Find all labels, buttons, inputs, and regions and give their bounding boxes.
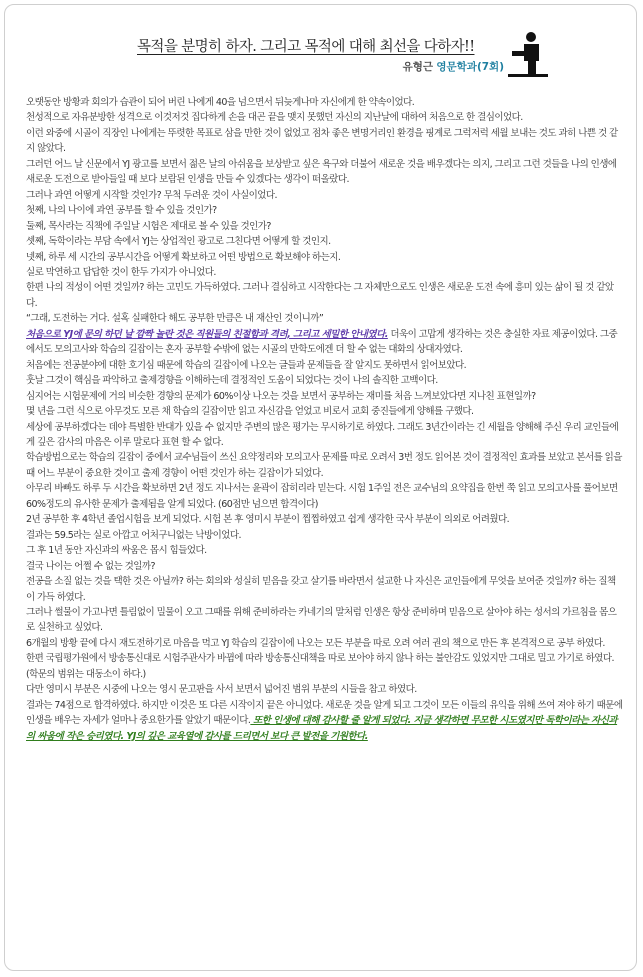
paragraph: 한편 국립평가원에서 방송통신대로 시험주관사가 바뀜에 따라 방송통신대책을 따로 보아야 하지 않나 하는 불안감도 있었지만 그대로 밀고 가기로 하였다.(학문의 범위는 대동소이 하다.) [26, 653, 614, 680]
paragraph: 결과는 59.5라는 실로 아깝고 어처구니없는 낙방이었다. [26, 529, 241, 541]
standing-person-icon [506, 31, 550, 77]
article-frame [4, 4, 637, 971]
paragraph: 그러던 어느 날 신문에서 YJ 광고를 보면서 젊은 날의 아쉬움을 보상받고 싶은 욕구와 더불어 새로운 것을 배우겠다는 의지, 그리고 그런 것들을 나의 인생에 새로운 도전으로 받아들일 때 보다 보람된 인생을 만들 수 있겠다는 생각이 떠올랐다. [26, 158, 617, 186]
paragraph: 다만 영미시 부분은 시중에 나오는 영시 문고판을 사서 보면서 넓어진 범위 부분의 시들을 참고 하였다. [26, 684, 417, 696]
question-item: 넷째, 하루 세 시간의 공부시간을 어떻게 확보하고 어떤 방법으로 확보해야 하는지. [26, 251, 341, 263]
author-department: 영문학과(7회) [436, 61, 504, 73]
question-item: 첫째, 나의 나이에 과연 공부를 할 수 있을 것인가? [26, 205, 217, 217]
paragraph: 2년 공부한 후 4학년 졸업시험을 보게 되었다. 시험 본 후 영미시 부분이 찝찝하였고 쉽게 생각한 국사 부분이 의외로 어려웠다. [26, 514, 510, 526]
paragraph: 훗날 그것이 핵심을 파악하고 출제경향을 이해하는데 결정적인 도움이 되었다는 것이 나의 솔직한 고백이다. [26, 375, 438, 387]
paragraph: 그 후 1년 동안 자신과의 싸움은 몹시 힘들었다. [26, 545, 207, 557]
question-item: 둘째, 목사라는 직책에 주일날 시험은 제대로 볼 수 있을 것인가? [26, 220, 271, 232]
article-header [5, 5, 636, 83]
question-item: 셋째, 독학이라는 부담 속에서 YJ는 상업적인 광고로 그친다면 어떻게 할 것인지. [26, 236, 331, 248]
paragraph: 천성적으로 자유분방한 성격으로 이것저것 집다하게 손을 대곤 끝을 맺지 못했던 자신의 지난날에 대하여 처음으로 한 결심이었다. [26, 112, 523, 124]
author-byline [403, 59, 504, 74]
highlighted-text-green: 또한 인생에 대해 감사할 줄 알게 되었다. 지금 생각하면 무모한 시도였지만 독학이라는 자신과의 싸움에 작은 승리였다. YJ의 깊은 교육열에 감사를 드리면서 보다 큰 발전을 기원한다. [26, 715, 618, 742]
author-name: 유형근 [402, 61, 434, 73]
paragraph-text: 더욱이 고맙게 생각하는 것은 충실한 자료 제공이었다. 그중에서도 모의고사와 학습의 길잡이는 혼자 공부할 수밖에 없는 시골의 만학도에겐 더 할 수 없는 대화의 상대자였다. [26, 328, 618, 356]
paragraph: 심지어는 시험문제에 거의 비슷한 경향의 문제가 60%이상 나오는 것을 보면서 공부하는 재미를 처음 느껴보았다면 지나친 표현일까? [26, 390, 536, 402]
paragraph: 결국 나이는 어쩔 수 없는 것일까? [26, 560, 155, 572]
paragraph: 오랫동안 방황과 회의가 습관이 되어 버린 나에게 40을 넘으면서 뒤늦게나마 자신에게 한 약속이었다. [26, 97, 415, 108]
article-title: 목적을 분명히 하자. 그리고 목적에 대해 최선을 다하자!! [137, 39, 475, 55]
paragraph: 그러나 과연 어떻게 시작할 것인가? 무척 두려운 것이 사실이었다. [26, 189, 278, 201]
paragraph [26, 698, 624, 744]
paragraph: 아무리 바빠도 하루 두 시간을 확보하면 2년 정도 지나서는 윤곽이 잡히리라 믿는다. 시험 1주일 전은 교수님의 요약집을 한번 쭉 읽고 모의고사를 풀어보면 60%정도의 유사한 문제가 출제됨을 알게 되었다. (60점만 넘으면 합격이다) [26, 483, 618, 510]
article-body [26, 95, 624, 744]
paragraph: 이런 와중에 시골이 직장인 나에게는 뚜렷한 목표로 삼을 만한 것이 없었고 점차 좋은 변명거리인 환경을 핑계로 그럭저럭 세월 보내는 것도 과히 나쁜 것 같지 않았다. [26, 127, 618, 155]
quote: “그래, 도전하는 거다. 설혹 실패한다 해도 공부한 만큼은 내 재산인 것이니까” [26, 313, 324, 325]
paragraph: 한편 나의 적성이 어떤 것일까? 하는 고민도 가득하였다. 그러나 결심하고 시작한다는 그 자체만으로도 인생은 새로운 도전 속에 흥미 있는 삶이 될 것 같았다. [26, 282, 614, 309]
paragraph: 실로 막연하고 답답한 것이 한두 가지가 아니었다. [26, 266, 216, 278]
highlighted-text-purple: 처음으로 YJ에 문의 하던 날 깜짝 놀란 것은 직원들의 친절함과 격려, 그리고 세밀한 안내였다. [26, 328, 388, 340]
paragraph-text: 결과는 74점으로 합격하였다. 하지만 이것은 또 다른 시작이지 끝은 아니었다. 새로운 것을 알게 되고 그것이 모든 이들의 유익을 위해 쓰여 져야 하기 때문에 인생을 배우는 자세가 얼마나 중요한가를 알았기 때문이다. [26, 699, 623, 727]
paragraph: 전공을 소질 없는 것을 택한 것은 아닐까? 하는 회의와 성실히 믿음을 갖고 살기를 바라면서 설교한 나 자신은 교인들에게 무엇을 보여준 것일까? 하는 질책이 가득 하였다. [26, 576, 616, 603]
paragraph: 6개월의 방황 끝에 다시 재도전하기로 마음을 먹고 YJ 학습의 길잡이에 나오는 모든 부분을 따로 오려 여러 권의 책으로 만든 후 본격적으로 공부 하였다. [26, 637, 605, 649]
paragraph: 학습방법으로는 학습의 길잡이 중에서 교수님들이 쓰신 요약정리와 모의고사 문제를 따로 오려서 3번 정도 읽어본 것이 결정적인 효과를 보았고 본서를 읽을 때 어느 부분이 중요한 것이고 출제 경향이 어떤 것인가 하는 길잡이가 되었다. [26, 452, 622, 479]
paragraph: 몇 년을 그런 식으로 아무것도 모른 채 학습의 길잡이만 읽고 자신감을 얻었고 비로서 교회 중진들에게 양해를 구했다. [26, 406, 474, 418]
paragraph: 처음에는 전공분야에 대한 호기심 때문에 학습의 길잡이에 나오는 글들과 문제들을 잘 알지도 못하면서 읽어보았다. [26, 359, 467, 371]
paragraph: 그러나 썰물이 가고나면 틀림없이 밀물이 오고 그때를 위해 준비하라는 카네기의 말처럼 인생은 항상 준비하며 믿음으로 살아야 하는 성서의 가르침을 몸으로 실천하고 싶었다. [26, 606, 617, 634]
paragraph: 세상에 공부하겠다는 데야 특별한 반대가 있을 수 없지만 주변의 많은 평가는 무시하기로 하였다. 그래도 3년간이라는 긴 세월을 양해해 주신 우리 교인들에게 깊은 감사의 마음은 이루 말로다 표현 할 수 없다. [26, 421, 619, 448]
paragraph [26, 327, 624, 358]
